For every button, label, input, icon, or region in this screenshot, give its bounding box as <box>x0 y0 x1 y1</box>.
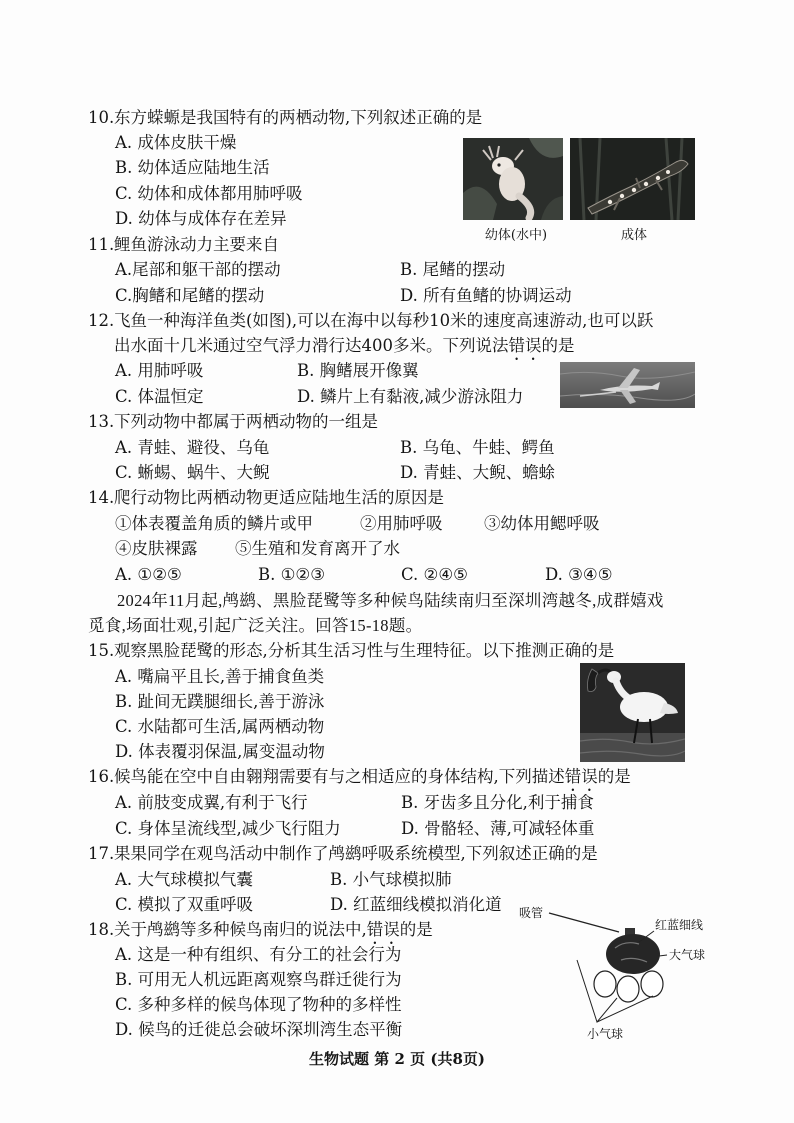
question-number: 18. <box>88 920 115 939</box>
option-c: C. 蜥蜴、蜗牛、大鲵 <box>115 463 270 482</box>
option-a: A. 这是一种有组织、有分工的社会行为 <box>115 945 402 964</box>
question-number: 13. <box>88 412 115 431</box>
emphasis-text: 错误 <box>366 920 400 939</box>
option-b: B. 小气球模拟肺 <box>330 870 452 889</box>
option-d: D. 体表覆羽保温,属变温动物 <box>115 742 325 761</box>
option-b: B. 可用无人机远距离观察鸟群迁徙行为 <box>115 970 402 989</box>
option-c: C. 模拟了双重呼吸 <box>115 895 254 914</box>
option-d: D. 鳞片上有黏液,减少游泳阻力 <box>297 387 524 406</box>
option-a: A. 青蛙、避役、乌龟 <box>115 438 270 457</box>
question-stem: 飞鱼一种海洋鱼类(如图),可以在海中以每秒10米的速度高速游动,也可以跃 <box>114 311 654 330</box>
question-number: 17. <box>88 844 115 863</box>
question-16-stem-line <box>88 766 631 788</box>
option-d: D. ③④⑤ <box>545 565 613 584</box>
option-d: D. 骨骼轻、薄,可减轻体重 <box>401 819 595 838</box>
question-17-stem-line <box>88 843 598 865</box>
question-stem: 果果同学在观鸟活动中制作了鸬鹚呼吸系统模型,下列叙述正确的是 <box>114 844 598 863</box>
straw-leader-line <box>549 913 619 932</box>
option-a: A. 嘴扁平且长,善于捕食鱼类 <box>115 667 325 686</box>
larva-newt-photo <box>463 138 563 220</box>
question-14-stem-line <box>88 487 444 509</box>
adult-newt-photo <box>570 138 695 220</box>
passage-line-1: 2024年11月起,鸬鹚、黑脸琵鹭等多种候鸟陆续南归至深圳湾越冬,成群嬉戏 <box>117 591 664 610</box>
option-b: B. 趾间无蹼腿细长,善于游泳 <box>115 692 325 711</box>
label-red-blue-wires: 红蓝细线 <box>655 918 704 932</box>
option-b: B. 幼体适应陆地生活 <box>115 158 270 177</box>
label-straw: 吸管 <box>519 906 544 920</box>
option-c: C. 体温恒定 <box>115 387 204 406</box>
question-13-stem-line <box>88 411 378 433</box>
question-12-stem-line <box>88 310 653 332</box>
question-number: 12. <box>88 311 115 330</box>
option-d: D. 候鸟的迁徙总会破坏深圳湾生态平衡 <box>115 1020 403 1039</box>
question-stem: 爬行动物比两栖动物更适应陆地生活的原因是 <box>114 488 444 507</box>
question-18-stem-line <box>88 919 433 941</box>
question-stem-end: 的是 <box>541 336 575 355</box>
question-stem: 候鸟能在空中自由翱翔需要有与之相适应的身体结构,下列描述 <box>114 767 565 786</box>
option-b: B. 牙齿多且分化,利于捕食 <box>401 793 594 812</box>
option-d: D. 所有鱼鳍的协调运动 <box>400 286 572 305</box>
option-c: C.胸鳍和尾鳍的摆动 <box>115 286 265 305</box>
big-balloon-leader-line <box>659 955 667 956</box>
statement-2: ②用肺呼吸 <box>360 514 443 533</box>
option-a: A. 大气球模拟气囊 <box>115 870 253 889</box>
question-stem-end: 的是 <box>399 920 433 939</box>
option-a: A. 成体皮肤干燥 <box>115 133 237 152</box>
question-10-stem-line <box>88 107 482 129</box>
statement-4: ④皮肤裸露 <box>115 539 198 558</box>
emphasis-text: 错误 <box>564 767 598 786</box>
question-15-stem-line <box>88 640 614 662</box>
option-a: A. ①②⑤ <box>115 565 182 584</box>
emphasis-text: 错误 <box>508 336 542 355</box>
question-stem: 鲤鱼游泳动力主要来自 <box>114 235 279 254</box>
flying-fish-photo <box>560 362 695 408</box>
option-d: D. 青蛙、大鲵、蟾蜍 <box>400 463 556 482</box>
small-balloon <box>641 971 663 997</box>
option-b: B. ①②③ <box>258 565 325 584</box>
statement-5: ⑤生殖和发育离开了水 <box>235 539 400 558</box>
option-a: A.尾部和躯干部的摆动 <box>115 260 281 279</box>
question-stem-end: 的是 <box>597 767 631 786</box>
question-number: 11. <box>88 235 115 254</box>
option-a: A. 前肢变成翼,有利于飞行 <box>115 793 308 812</box>
option-b: B. 乌龟、牛蛙、鳄鱼 <box>400 438 555 457</box>
small-balloon <box>617 976 639 1002</box>
question-11-stem-line <box>88 234 279 256</box>
option-c: C. 幼体和成体都用肺呼吸 <box>115 184 303 203</box>
label-small-balloon: 小气球 <box>587 1027 624 1041</box>
option-c: C. 多种多样的候鸟体现了物种的多样性 <box>115 995 402 1014</box>
option-b: B. 胸鳍展开像翼 <box>297 361 419 380</box>
question-12-stem-line-2 <box>114 335 575 357</box>
respiratory-model-diagram <box>515 900 715 1045</box>
label-big-balloon: 大气球 <box>669 948 706 962</box>
question-number: 10. <box>88 108 115 127</box>
question-stem: 观察黑脸琵鹭的形态,分析其生活习性与生理特征。以下推测正确的是 <box>114 641 615 660</box>
question-number: 16. <box>88 767 115 786</box>
figure-caption-adult: 成体 <box>620 228 647 243</box>
option-d: D. 幼体与成体存在差异 <box>115 209 287 228</box>
option-c: C. 水陆都可生活,属两栖动物 <box>115 717 325 736</box>
page-footer: 生物试题 第 2 页 (共8页) <box>309 1050 485 1068</box>
question-stem-continued: 出水面十几米通过空气浮力滑行达400多米。下列说法 <box>114 336 509 355</box>
statement-1: ①体表覆盖角质的鳞片或甲 <box>115 514 313 533</box>
statement-3: ③幼体用鳃呼吸 <box>484 514 600 533</box>
small-balloon <box>594 971 616 997</box>
option-a: A. 用肺呼吸 <box>115 361 204 380</box>
option-c: C. ②④⑤ <box>401 565 468 584</box>
question-number: 15. <box>88 641 115 660</box>
option-c: C. 身体呈流线型,减少飞行阻力 <box>115 819 341 838</box>
question-stem: 关于鸬鹚等多种候鸟南归的说法中, <box>114 920 367 939</box>
big-balloon <box>606 934 660 974</box>
passage-line-2: 觅食,场面壮观,引起广泛关注。回答15-18题。 <box>88 616 423 635</box>
spoonbill-photo <box>580 663 685 762</box>
question-number: 14. <box>88 488 115 507</box>
question-stem: 下列动物中都属于两栖动物的一组是 <box>114 412 378 431</box>
option-d: D. 红蓝细线模拟消化道 <box>330 895 502 914</box>
option-b: B. 尾鳍的摆动 <box>400 260 506 279</box>
figure-caption-larva: 幼体(水中) <box>484 228 548 243</box>
question-stem: 东方蝾螈是我国特有的两栖动物,下列叙述正确的是 <box>114 108 483 127</box>
